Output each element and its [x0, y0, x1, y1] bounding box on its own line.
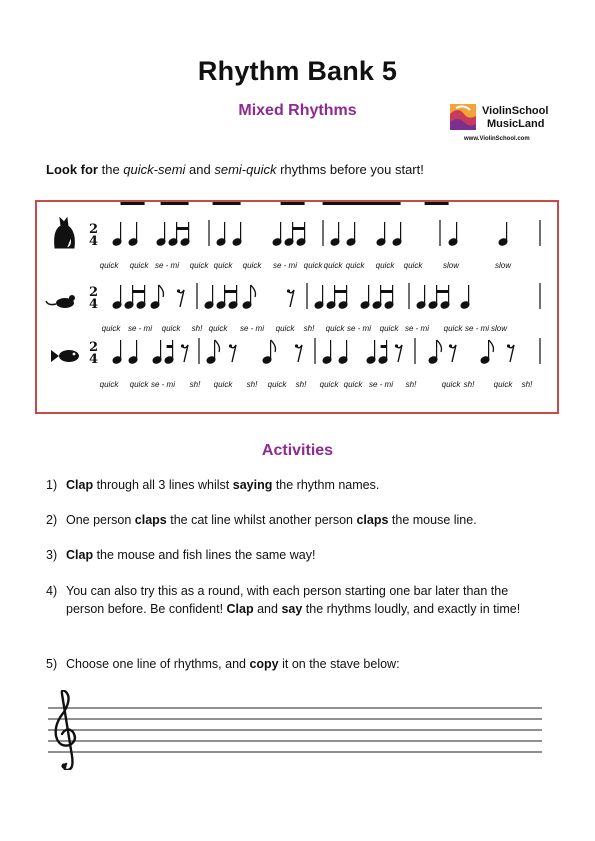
rhythm-syllable: se - mi [347, 324, 371, 333]
activity-text-run: the rhythm names. [272, 478, 380, 492]
note-flag [215, 340, 220, 352]
activity-text-run: One person [66, 513, 135, 527]
rhythm-syllable: se - mi [155, 261, 179, 270]
activity-text-run: the mouse line. [388, 513, 477, 527]
rhythm-syllable: sh! [521, 380, 533, 389]
rhythm-syllable: sh! [246, 380, 258, 389]
activity-text [66, 546, 546, 564]
rhythm-syllable: slow [490, 324, 508, 333]
activity-number: 4) [46, 584, 58, 598]
rhythm-syllable: quick [99, 261, 119, 270]
time-signature-top: 2 [89, 285, 99, 300]
intro-t2: and [185, 162, 215, 177]
intro-i2: semi-quick [214, 162, 277, 177]
quaver-rest [178, 290, 184, 307]
rhythm-syllable: quick [379, 324, 399, 333]
rhythm-syllable: quick [319, 380, 339, 389]
beam [213, 202, 237, 205]
rhythm-syllable: slow [442, 261, 460, 270]
rhythm-syllable: se - mi [240, 324, 264, 333]
rhythm-notation [37, 202, 557, 412]
activity-text [66, 476, 546, 494]
rhythm-syllable: se - mi [465, 324, 489, 333]
rhythm-syllable: quick [208, 324, 228, 333]
quaver-rest-dot [507, 344, 510, 347]
rhythm-syllable: se - mi [369, 380, 393, 389]
quaver-rest-dot [181, 344, 184, 347]
activity-bold-word: copy [249, 657, 279, 671]
beam [381, 345, 387, 348]
mouse-tail [46, 301, 56, 305]
activity-text-run: the mouse and fish lines the same way! [93, 548, 316, 562]
page-title: Rhythm Bank 5 [197, 56, 398, 86]
rhythm-syllable: se - mi [273, 261, 297, 270]
activity-bold-word: claps [134, 513, 167, 527]
quaver-rest-dot [287, 289, 290, 292]
activity-text-run: the cat line whilst another person [166, 513, 357, 527]
time-signature-top: 2 [89, 340, 99, 355]
beam [331, 202, 347, 205]
logo-line1: ViolinSchool [482, 105, 549, 117]
rhythm-syllable: quick [267, 380, 287, 389]
activity-bold-word: Clap [66, 478, 94, 492]
activity-bold-word: Clap [226, 602, 254, 616]
rhythm-syllable: quick [375, 261, 395, 270]
activity-bold-word: claps [356, 513, 389, 527]
intro-text [46, 162, 424, 177]
rhythm-syllable: sh! [463, 380, 475, 389]
beam [161, 202, 173, 205]
fish-eye [73, 353, 76, 356]
rhythm-syllable: quick [129, 380, 149, 389]
quaver-rest-dot [449, 344, 452, 347]
rhythm-syllable: quick [323, 261, 343, 270]
activity-text-run: You can also try this as a round, with each person starting one bar later than the person before. Be confident! [66, 584, 509, 616]
rhythm-syllable: sh! [191, 324, 203, 333]
logo [450, 104, 560, 148]
page-subtitle: Mixed Rhythms [238, 102, 357, 119]
fish-icon [59, 350, 79, 362]
note-flag [489, 340, 494, 352]
time-signature-top: 2 [89, 222, 99, 237]
rhythm-syllable: quick [101, 324, 121, 333]
rhythm-syllable: quick [213, 380, 233, 389]
rhythm-syllable: quick [275, 324, 295, 333]
rhythm-syllable: quick [441, 380, 461, 389]
quaver-rest [230, 345, 236, 362]
beam [177, 227, 189, 230]
rhythm-syllable: quick [493, 380, 513, 389]
activity-bold-word: Clap [66, 548, 94, 562]
cat-icon [55, 218, 75, 248]
activity-number: 1) [46, 478, 58, 492]
note-flag [271, 340, 276, 352]
activity-text-run: Choose one line of rhythms, and [66, 657, 250, 671]
rhythm-syllable: se - mi [128, 324, 152, 333]
stave-lines [48, 708, 542, 752]
rhythm-syllable: quick [443, 324, 463, 333]
activity-text-run: through all 3 lines whilst [93, 478, 233, 492]
mouse-ear [69, 295, 75, 301]
quaver-rest-dot [229, 344, 232, 347]
logo-mark-icon [450, 104, 476, 130]
rhythm-syllable: sh! [303, 324, 315, 333]
quaver-rest [450, 345, 456, 362]
beam [335, 290, 347, 293]
activity-bold-word: saying [232, 478, 273, 492]
time-signature-bottom: 4 [89, 352, 99, 367]
rhythm-syllable: quick [345, 261, 365, 270]
rhythm-syllable: se - mi [405, 324, 429, 333]
rhythm-syllable: quick [99, 380, 119, 389]
logo-url: www.ViolinSchool.com [464, 136, 530, 142]
time-signature-bottom: 4 [89, 234, 99, 249]
quaver-rest [296, 345, 302, 362]
rhythm-syllable: slow [494, 261, 512, 270]
beam [293, 227, 305, 230]
beam [167, 345, 173, 348]
intro-t1: the [98, 162, 124, 177]
quaver-rest-dot [177, 289, 180, 292]
activity-text-run: and [253, 602, 282, 616]
beam [133, 290, 145, 293]
note-flag [437, 340, 442, 352]
rhythm-syllable: quick [242, 261, 262, 270]
activity-text-run: the rhythms loudly, and exactly in time! [302, 602, 521, 616]
quaver-rest [508, 345, 514, 362]
rhythm-syllable: quick [325, 324, 345, 333]
rhythm-syllable: se - mi [151, 380, 175, 389]
quaver-rest-dot [395, 344, 398, 347]
beam [225, 290, 237, 293]
beam [381, 290, 393, 293]
quaver-rest [182, 345, 188, 362]
intro-t3: rhythms before you start! [276, 162, 424, 177]
rhythm-syllable: quick [129, 261, 149, 270]
activity-number: 3) [46, 548, 58, 562]
intro-i1: quick-semi [123, 162, 186, 177]
activity-number: 2) [46, 513, 58, 527]
beam [121, 202, 137, 205]
activity-number: 5) [46, 657, 58, 671]
note-flag [251, 285, 256, 297]
logo-line2: MusicLand [487, 118, 545, 130]
rhythm-syllable: sh! [405, 380, 417, 389]
activity-text [66, 655, 546, 673]
activity-text-run: it on the stave below: [278, 657, 400, 671]
beam [437, 290, 449, 293]
activity-text [66, 511, 546, 529]
quaver-rest [396, 345, 402, 362]
rhythm-syllable: quick [189, 261, 209, 270]
rhythm-syllable: quick [161, 324, 181, 333]
rhythm-syllable: sh! [189, 380, 201, 389]
rhythm-syllable: quick [303, 261, 323, 270]
time-signature-bottom: 4 [89, 297, 99, 312]
note-flag [159, 285, 164, 297]
rhythm-syllable: quick [343, 380, 363, 389]
activity-bold-word: say [281, 602, 303, 616]
rhythm-syllable: quick [403, 261, 423, 270]
intro-bold: Look for [46, 162, 98, 177]
rhythm-box [35, 200, 559, 414]
beam [375, 202, 387, 205]
beam [425, 202, 449, 205]
rhythm-syllable: sh! [295, 380, 307, 389]
activities-title: Activities [261, 442, 334, 459]
activity-text [66, 582, 546, 618]
music-stave [48, 690, 544, 770]
beam [281, 202, 305, 205]
fish-tail [51, 350, 59, 362]
quaver-rest-dot [295, 344, 298, 347]
rhythm-syllable: quick [213, 261, 233, 270]
quaver-rest [288, 290, 294, 307]
